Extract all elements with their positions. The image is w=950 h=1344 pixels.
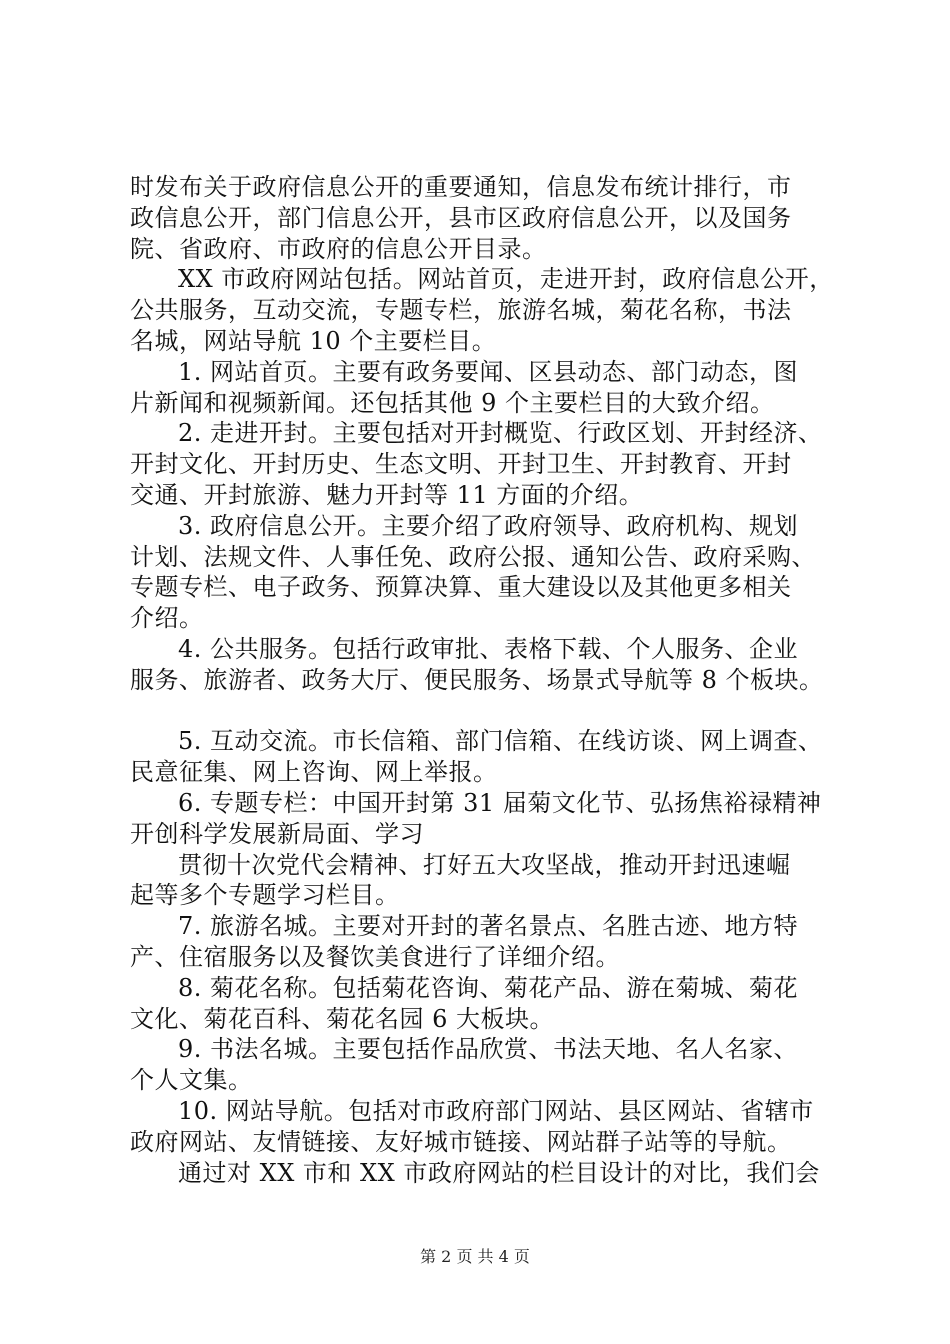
text-line: 开创科学发展新局面、学习 xyxy=(130,819,424,848)
text-line: 公共服务，互动交流，专题专栏，旅游名城，菊花名称，书法 xyxy=(130,296,792,325)
text-line: 7. 旅游名城。主要对开封的著名景点、名胜古迹、地方特 xyxy=(178,912,799,941)
text-line: 政信息公开，部门信息公开，县市区政府信息公开，以及国务 xyxy=(130,203,792,232)
text-line: 通过对 XX 市和 XX 市政府网站的栏目设计的对比，我们会 xyxy=(178,1158,820,1187)
text-line: 3. 政府信息公开。主要介绍了政府领导、政府机构、规划 xyxy=(178,511,799,540)
text-line: 6. 专题专栏：中国开封第 31 届菊文化节、弘扬焦裕禄精神 xyxy=(178,788,822,817)
text-line: 10. 网站导航。包括对市政府部门网站、县区网站、省辖市 xyxy=(178,1096,814,1125)
text-line: 交通、开封旅游、魅力开封等 11 方面的介绍。 xyxy=(130,480,644,509)
text-line: 片新闻和视频新闻。还包括其他 9 个主要栏目的大致介绍。 xyxy=(130,388,775,417)
text-line: 4. 公共服务。包括行政审批、表格下载、个人服务、企业 xyxy=(178,634,799,663)
text-line: 起等多个专题学习栏目。 xyxy=(130,881,400,910)
paragraph-gap xyxy=(130,696,840,727)
text-line: 9. 书法名城。主要包括作品欣赏、书法天地、名人名家、 xyxy=(178,1035,799,1064)
text-line: 贯彻十次党代会精神、打好五大攻坚战，推动开封迅速崛 xyxy=(178,850,791,879)
document-body xyxy=(130,172,840,1188)
text-line: XX 市政府网站包括。网站首页，走进开封，政府信息公开， xyxy=(178,265,834,294)
text-line: 服务、旅游者、政务大厅、便民服务、场景式导航等 8 个板块。 xyxy=(130,665,824,694)
text-line: 民意征集、网上咨询、网上举报。 xyxy=(130,758,498,787)
text-line: 8. 菊花名称。包括菊花咨询、菊花产品、游在菊城、菊花 xyxy=(178,973,799,1002)
text-line: 文化、菊花百科、菊花名园 6 大板块。 xyxy=(130,1004,555,1033)
page-footer: 第 2 页 共 4 页 xyxy=(420,1247,530,1266)
text-line: 个人文集。 xyxy=(130,1066,253,1095)
text-line: 5. 互动交流。市长信箱、部门信箱、在线访谈、网上调查、 xyxy=(178,727,823,756)
text-line: 时发布关于政府信息公开的重要通知，信息发布统计排行，市 xyxy=(130,173,792,201)
text-line: 计划、法规文件、人事任免、政府公报、通知公告、政府采购、 xyxy=(130,542,816,571)
text-line: 2. 走进开封。主要包括对开封概览、行政区划、开封经济、 xyxy=(178,419,823,448)
text-line: 产、住宿服务以及餐饮美食进行了详细介绍。 xyxy=(130,942,620,971)
text-line: 政府网站、友情链接、友好城市链接、网站群子站等的导航。 xyxy=(130,1127,792,1156)
text-line: 介绍。 xyxy=(130,604,204,633)
text-line: 开封文化、开封历史、生态文明、开封卫生、开封教育、开封 xyxy=(130,450,792,479)
text-line: 1. 网站首页。主要有政务要闻、区县动态、部门动态，图 xyxy=(178,357,799,386)
text-line: 院、省政府、市政府的信息公开目录。 xyxy=(130,234,547,263)
text-line: 名城，网站导航 10 个主要栏目。 xyxy=(130,326,497,355)
text-line: 专题专栏、电子政务、预算决算、重大建设以及其他更多相关 xyxy=(130,573,792,602)
